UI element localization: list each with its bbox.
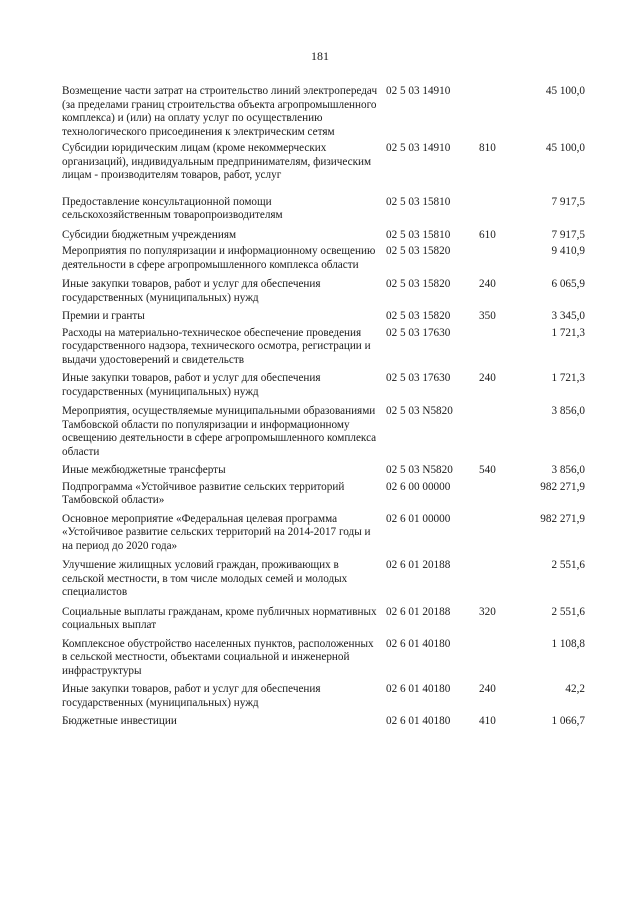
row-code: 02 5 03 15820 [386, 310, 451, 322]
page-number: 181 [311, 49, 329, 63]
row-code: 02 5 03 N5820 [386, 405, 453, 417]
row-code: 02 5 03 17630 [386, 372, 451, 384]
table-row [62, 327, 585, 368]
row-amount: 1 108,8 [551, 637, 585, 650]
row-code: 02 5 03 N5820 [386, 464, 453, 476]
row-name: Субсидии бюджетным учреждениям [62, 228, 237, 241]
row-type: 240 [479, 683, 496, 695]
row-type: 610 [479, 228, 496, 241]
table-row [62, 638, 585, 679]
row-name: Иные закупки товаров, работ и услуг для обеспечения государственных (муниципальных) нужд [62, 278, 321, 304]
row-type: 240 [479, 278, 496, 290]
table-row [62, 513, 585, 554]
row-amount: 45 100,0 [545, 142, 585, 154]
row-name: Социальные выплаты гражданам, кроме публичных нормативных социальных выплат [62, 605, 377, 631]
row-amount: 1 721,3 [551, 326, 585, 339]
row-name: Иные закупки товаров, работ и услуг для обеспечения государственных (муниципальных) нужд [62, 683, 321, 709]
row-type: 350 [479, 310, 496, 322]
row-amount: 9 410,9 [551, 245, 585, 257]
row-amount: 42,2 [565, 683, 585, 695]
row-code: 02 6 01 20188 [386, 559, 451, 571]
row-type: 320 [479, 605, 496, 618]
row-code: 02 5 03 17630 [386, 326, 451, 339]
row-code: 02 6 01 40180 [386, 637, 451, 650]
table-row [62, 559, 585, 600]
row-amount: 3 345,0 [551, 310, 585, 322]
row-amount: 1 721,3 [551, 372, 585, 384]
row-amount: 1 066,7 [551, 715, 585, 727]
table-row [62, 142, 585, 183]
table-row [62, 278, 585, 305]
table-row [62, 245, 585, 272]
row-code: 02 6 01 00000 [386, 512, 451, 525]
row-code: 02 6 01 20188 [386, 605, 451, 618]
row-type: 240 [479, 372, 496, 384]
row-amount: 982 271,9 [540, 480, 585, 493]
row-name: Премии и гранты [62, 310, 145, 322]
table-row [62, 606, 585, 633]
row-amount: 2 551,6 [551, 605, 585, 618]
row-name: Мероприятия, осуществляемые муниципальными образованиями Тамбовской области по популяризации и информационному освещению деятельности в сфере агропромышленного комплекса области [62, 405, 377, 458]
row-name: Субсидии юридическим лицам (кроме некоммерческих организаций), индивидуальным предпринимателям, физическим лицам - производителям товаров, работ, услуг [62, 142, 372, 181]
table-row [62, 481, 585, 508]
row-code: 02 5 03 14910 [386, 85, 451, 97]
table-row [62, 372, 585, 399]
row-name: Иные межбюджетные трансферты [62, 464, 226, 476]
row-amount: 6 065,9 [551, 278, 585, 290]
table-row [62, 715, 585, 729]
row-amount: 3 856,0 [551, 464, 585, 476]
row-name: Возмещение части затрат на строительство линий электропередач (за пределами границ строительства объекта агропромышленного комплекса) и (или) на оплату услуг по осуществлению технологического присоединения к электрическим сетям [62, 85, 378, 138]
row-code: 02 5 03 15820 [386, 278, 451, 290]
row-name: Основное мероприятие «Федеральная целевая программа «Устойчивое развитие сельских территорий на 2014-2017 годы и на период до 2020 года» [62, 512, 371, 552]
table-row [62, 85, 585, 139]
row-code: 02 6 01 40180 [386, 715, 451, 727]
row-type: 410 [479, 715, 496, 727]
row-type: 540 [479, 464, 496, 476]
table-row [62, 683, 585, 710]
row-amount: 3 856,0 [551, 405, 585, 417]
row-name: Иные закупки товаров, работ и услуг для обеспечения государственных (муниципальных) нужд [62, 372, 321, 398]
row-code: 02 5 03 15820 [386, 245, 451, 257]
row-name: Предоставление консультационной помощи сельскохозяйственным товаропроизводителям [62, 195, 283, 221]
row-name: Расходы на материально-техническое обеспечение проведения государственного надзора, технического осмотра, регистрации и выдачи удостоверений и свидетельств [62, 326, 371, 366]
row-code: 02 5 03 14910 [386, 142, 451, 154]
row-code: 02 6 00 00000 [386, 480, 451, 493]
table-row [62, 405, 585, 459]
row-amount: 2 551,6 [551, 559, 585, 571]
row-code: 02 5 03 15810 [386, 228, 451, 241]
row-name: Комплексное обустройство населенных пунктов, расположенных в сельской местности, объектами социальной и инженерной инфраструктуры [62, 637, 374, 677]
row-name: Подпрограмма «Устойчивое развитие сельских территорий Тамбовской области» [62, 480, 345, 506]
row-amount: 45 100,0 [545, 85, 585, 97]
table-row [62, 310, 585, 324]
row-code: 02 5 03 15810 [386, 195, 451, 208]
table-row [62, 229, 585, 243]
table-row [62, 196, 585, 223]
row-code: 02 6 01 40180 [386, 683, 451, 695]
row-name: Улучшение жилищных условий граждан, проживающих в сельской местности, в том числе молодых семей и молодых специалистов [62, 559, 348, 598]
budget-table [62, 85, 585, 729]
row-name: Мероприятия по популяризации и информационному освещению деятельности в сфере агропромышленного комплекса области [62, 245, 376, 271]
row-amount: 7 917,5 [551, 228, 585, 241]
row-type: 810 [479, 142, 496, 154]
row-amount: 7 917,5 [551, 195, 585, 208]
table-row [62, 464, 585, 478]
row-name: Бюджетные инвестиции [62, 715, 177, 727]
row-amount: 982 271,9 [540, 512, 585, 525]
